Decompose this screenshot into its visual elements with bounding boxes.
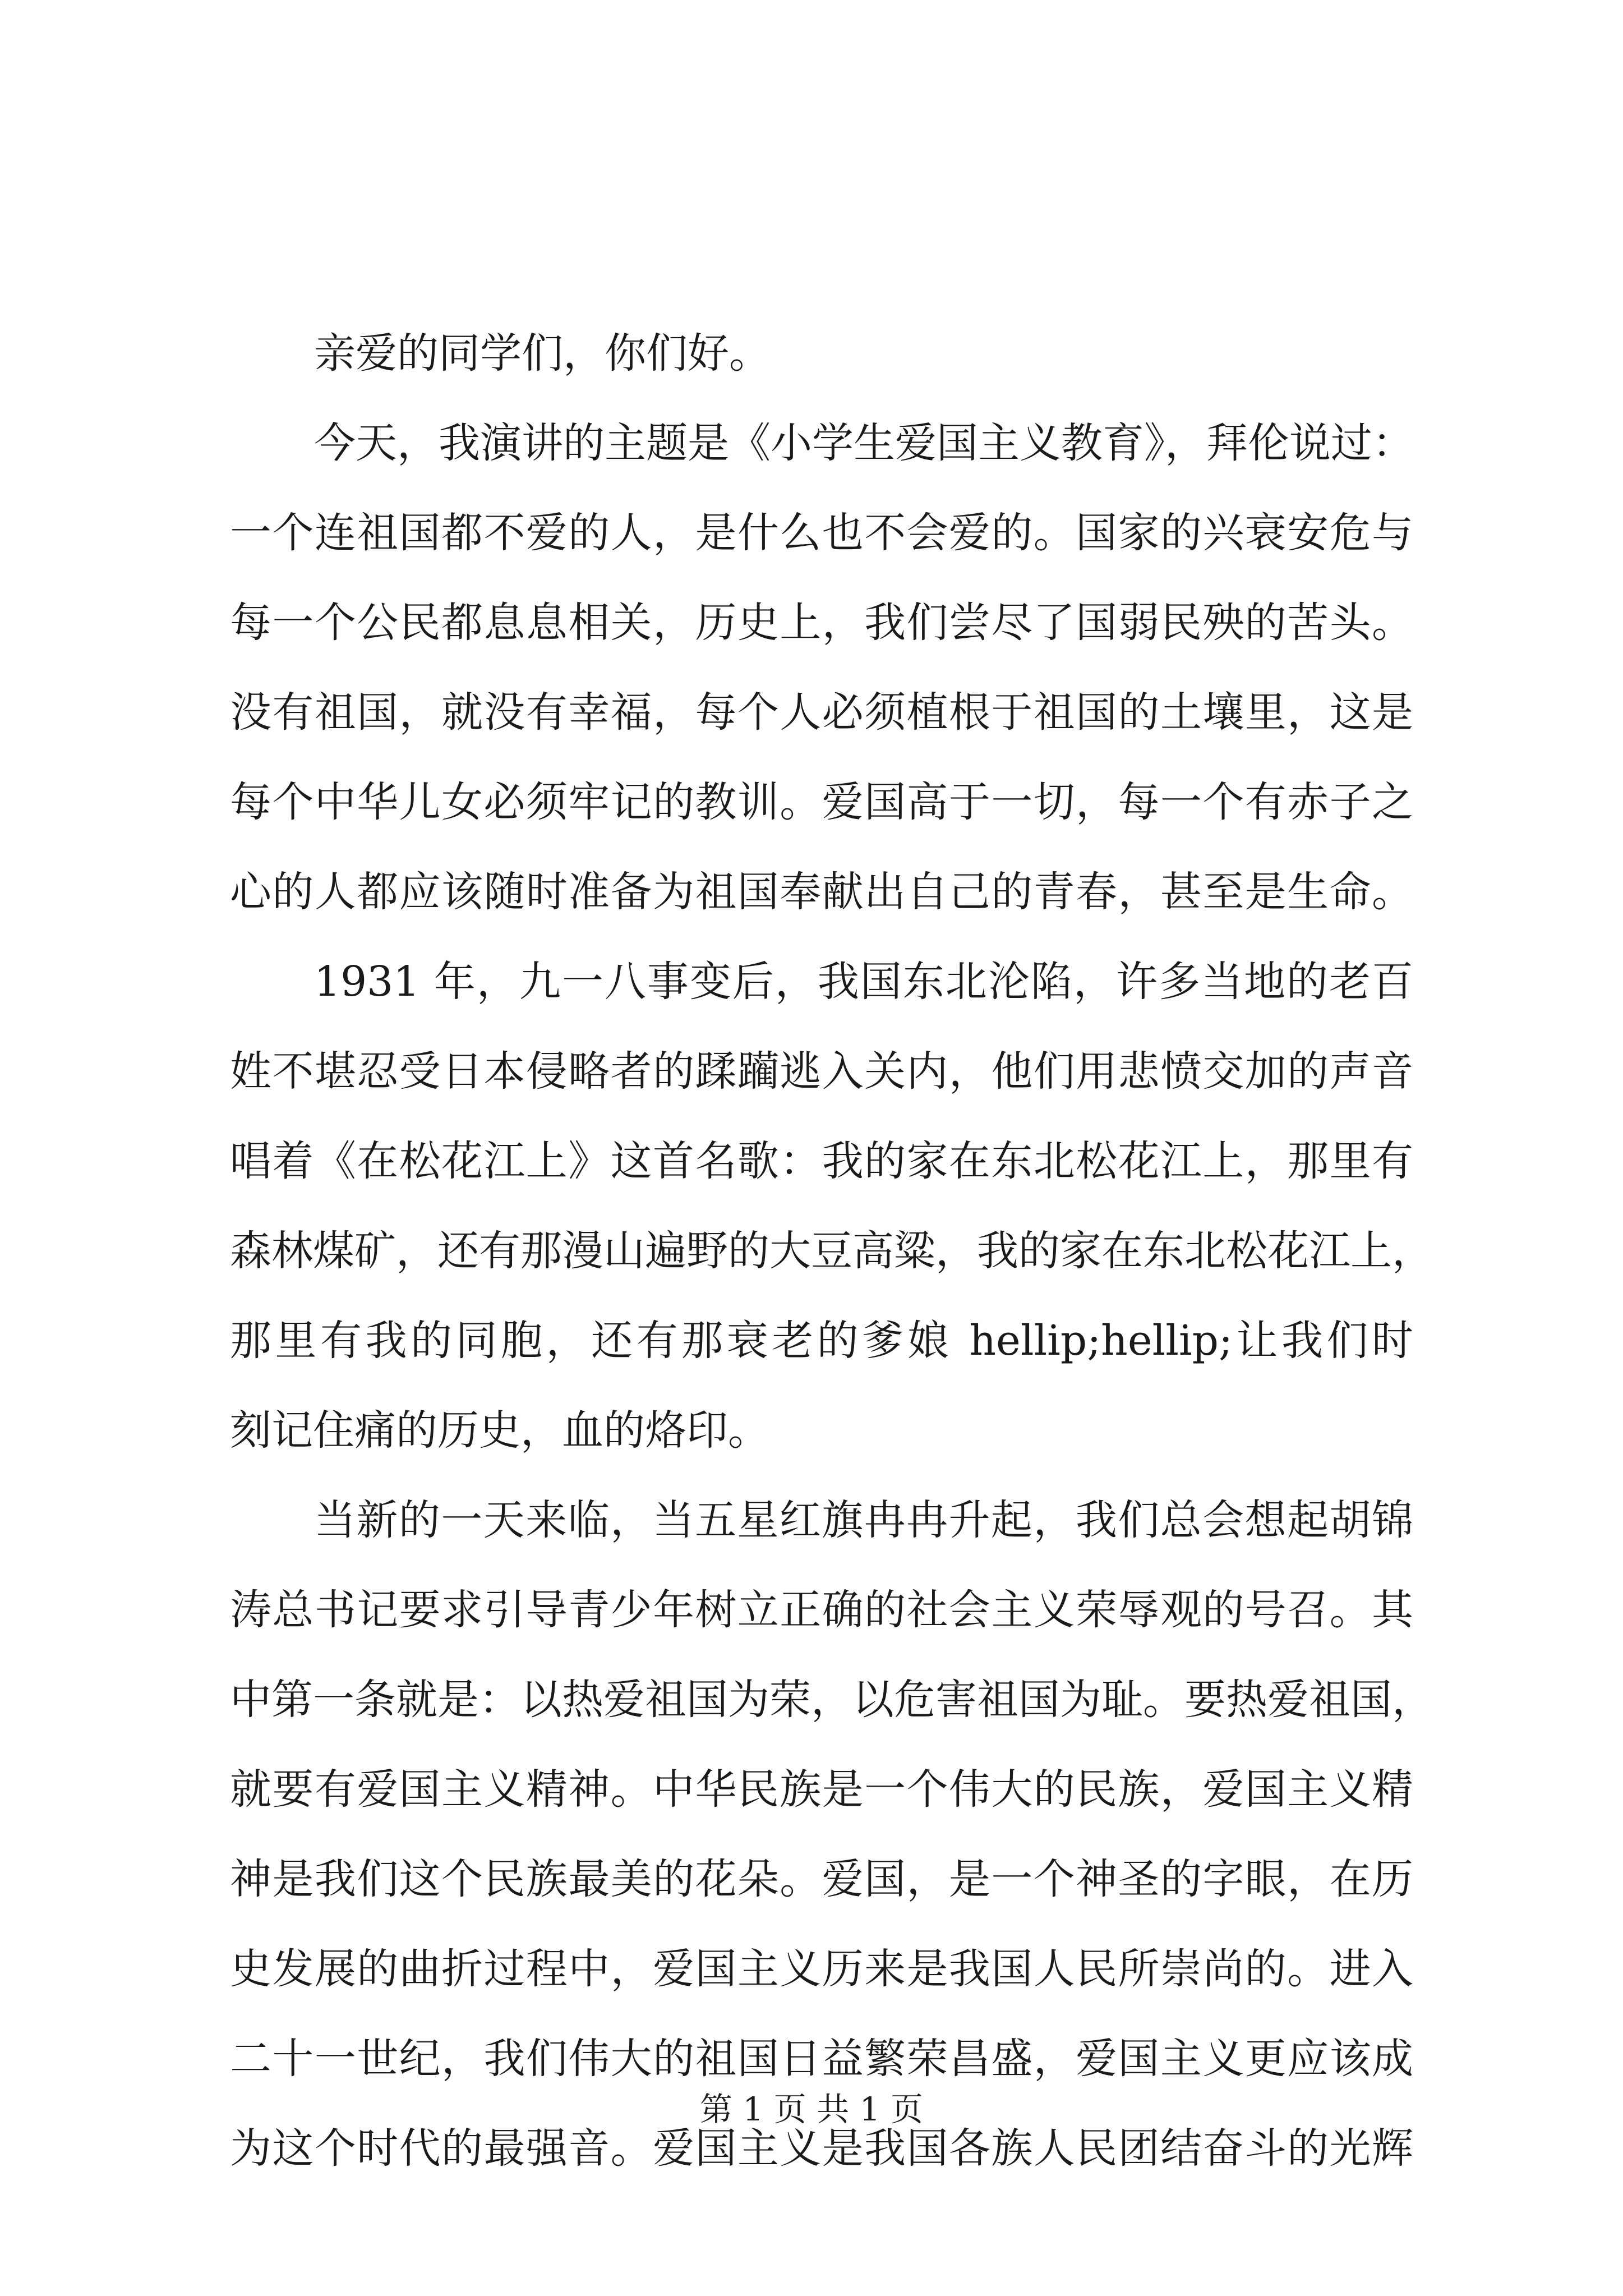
paragraph-2-line-4: 森林煤矿，还有那漫山遍野的大豆高粱，我的家在东北松花江上， [230,1227,1433,1275]
paragraph-2-line-1: 1931 年，九一八事变后，我国东北沦陷，许多当地的老百 [314,958,1413,1006]
paragraph-3-line-7: 二十一世纪，我们伟大的祖国日益繁荣昌盛，爱国主义更应该成 [230,2035,1413,2083]
paragraph-3-line-5: 神是我们这个民族最美的花朵。爱国，是一个神圣的字眼，在历 [230,1855,1413,1903]
paragraph-2-line-6: 刻记住痛的历史，血的烙印。 [230,1406,769,1455]
paragraph-2-line-5: 那里有我的同胞，还有那衰老的爹娘 hellip;hellip;让我们时 [230,1317,1413,1365]
paragraph-1-line-3: 每一个公民都息息相关，历史上，我们尝尽了国弱民殃的苦头。 [230,599,1413,647]
paragraph-1-line-2: 一个连祖国都不爱的人，是什么也不会爱的。国家的兴衰安危与 [230,509,1413,557]
paragraph-3-line-6: 史发展的曲折过程中，爱国主义历来是我国人民所崇尚的。进入 [230,1945,1413,1993]
paragraph-3-line-3: 中第一条就是：以热爱祖国为荣，以危害祖国为耻。要热爱祖国， [230,1676,1433,1724]
paragraph-1-line-1: 今天，我演讲的主题是《小学生爱国主义教育》，拜伦说过： [314,419,1414,467]
paragraph-3-line-8: 为这个时代的最强音。爱国主义是我国各族人民团结奋斗的光辉 [230,2124,1413,2173]
paragraph-2-line-3: 唱着《在松花江上》这首名歌：我的家在东北松花江上，那里有 [230,1137,1413,1185]
page-footer: 第 1 页 共 1 页 [700,2090,923,2128]
paragraph-1-line-4: 没有祖国，就没有幸福，每个人必须植根于祖国的土壤里，这是 [230,688,1413,737]
paragraph-3-line-1: 当新的一天来临，当五星红旗冉冉升起，我们总会想起胡锦 [314,1496,1413,1544]
paragraph-3-line-2: 涛总书记要求引导青少年树立正确的社会主义荣辱观的号召。其 [230,1586,1413,1634]
paragraph-1-line-6: 心的人都应该随时准备为祖国奉献出自己的青春，甚至是生命。 [230,868,1413,916]
paragraph-2-line-2: 姓不堪忍受日本侵略者的蹂躏逃入关内，他们用悲愤交加的声音 [230,1047,1413,1096]
greeting-line: 亲爱的同学们，你们好。 [314,329,771,378]
paragraph-3-line-4: 就要有爱国主义精神。中华民族是一个伟大的民族，爱国主义精 [230,1765,1413,1814]
paragraph-1-line-5: 每个中华儿女必须牢记的教训。爱国高于一切，每一个有赤子之 [230,778,1413,826]
